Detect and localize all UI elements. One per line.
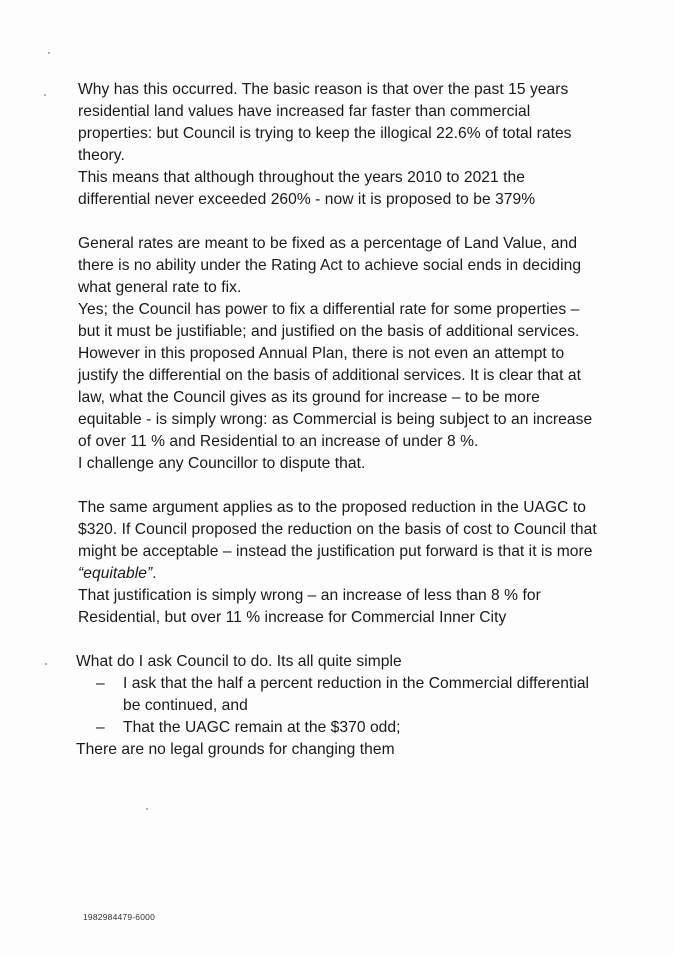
paragraph-gap — [78, 211, 598, 233]
paragraph-conclusion: There are no legal grounds for changing them — [76, 741, 395, 758]
uagc-argument-text: The same argument applies as to the proposed reduction in the UAGC to $320. If Council proposed the reduction on the basis of cost to Council that might be acceptable – instead the justification put forward is that it is more — [78, 499, 597, 560]
letter-body — [78, 79, 598, 761]
paragraph-gap — [78, 475, 598, 497]
scan-speck — [44, 94, 46, 96]
uagc-argument-end: . — [152, 565, 157, 582]
list-item — [96, 673, 598, 717]
equitable-emphasis: “equitable” — [78, 565, 153, 582]
paragraph-gap — [78, 629, 598, 651]
paragraph-justification-wrong: That justification is simply wrong – an increase of less than 8 % for Residential, but over 11 % increase for Commercial Inner City — [78, 587, 541, 626]
list-item — [96, 717, 598, 739]
paragraph-challenge: I challenge any Councillor to dispute that. — [78, 455, 366, 472]
request-item-text: That the UAGC remain at the $370 odd; — [123, 719, 401, 736]
paragraph-council-power: Yes; the Council has power to fix a differential rate for some properties – but it must be justifiable; and justified on the basis of additional services. — [78, 301, 580, 340]
paragraph-general-rates: General rates are meant to be fixed as a percentage of Land Value, and there is no ability under the Rating Act to achieve social ends in deciding what general rate to fix. — [78, 235, 582, 296]
request-list — [78, 673, 598, 739]
bullet-dash: – — [96, 675, 105, 692]
paragraph-request-intro: What do I ask Council to do. Its all quite simple — [76, 653, 402, 670]
scan-speck — [45, 663, 47, 665]
paragraph-reason: Why has this occurred. The basic reason is that over the past 15 years residential land values have increased far faster than commercial properties: but Council is trying to keep the illogical 22.6% of total rates theory. — [78, 81, 572, 164]
scan-speck — [48, 52, 50, 54]
request-item-text: I ask that the half a percent reduction in the Commercial differential be continued, and — [123, 675, 590, 714]
paragraph-annual-plan: However in this proposed Annual Plan, there is not even an attempt to justify the differential on the basis of additional services. It is clear that at law, what the Council gives as its ground for increase – to be more equitable - is simply wrong: as Commercial is being subject to an increase of over 11 % and Residential to an increase of under 8 %. — [78, 345, 593, 450]
bullet-dash: – — [96, 719, 105, 736]
paragraph-uagc-argument — [78, 497, 598, 585]
document-id-code: 1982984479-6000 — [83, 912, 156, 922]
scan-speck — [146, 808, 148, 810]
paragraph-differential: This means that although throughout the years 2010 to 2021 the differential never exceeded 260% - now it is proposed to be 379% — [78, 169, 536, 208]
